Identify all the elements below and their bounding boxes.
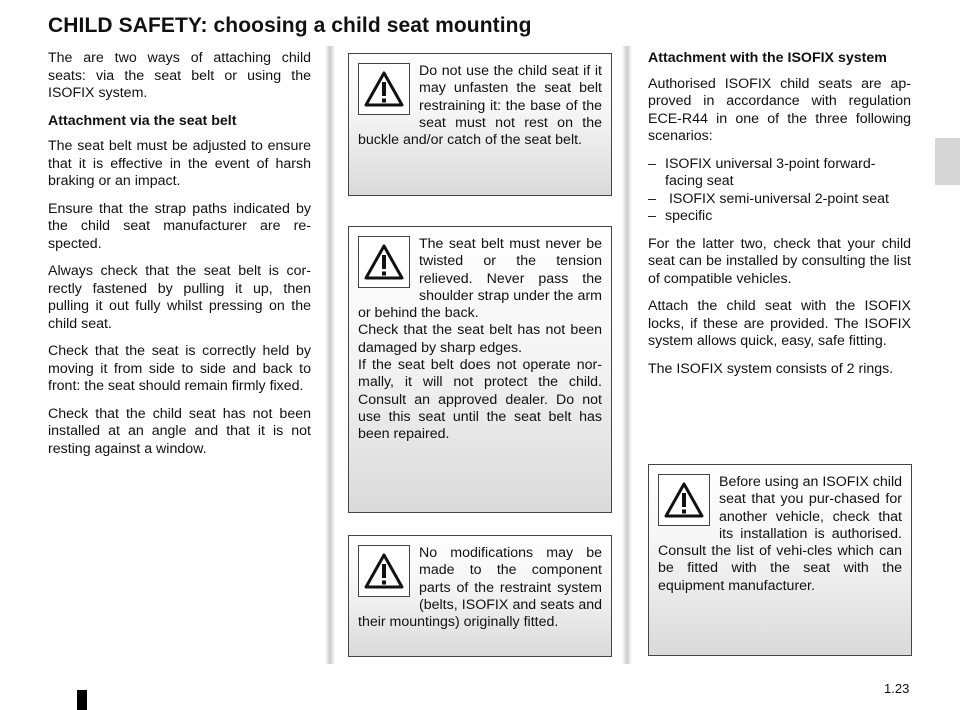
section-heading-isofix: Attachment with the ISOFIX system xyxy=(648,50,887,66)
intro-paragraph: The are two ways of attaching child seats: via the seat belt or using the ISOFIX system. xyxy=(48,50,311,101)
paragraph: Check that the seat is correctly held by moving it from side to side and back to front: the seat should remain firmly fixed. xyxy=(48,343,311,394)
right-column xyxy=(648,50,911,388)
page-number: 1.23 xyxy=(884,681,910,696)
warning-triangle-icon xyxy=(358,545,410,597)
paragraph: The seat belt must be adjusted to ensure that it is effective in the event of harsh braking or an impact. xyxy=(48,138,311,189)
warning-text: Check that the seat belt has not been damaged by sharp edges. xyxy=(358,322,602,356)
warning-box xyxy=(348,226,612,513)
paragraph: Check that the child seat has not been installed at an angle and that it is not resting against a window. xyxy=(48,405,311,457)
warning-text: Before using an ISOFIX child seat that you pur-chased for another vehicle, check that its installation is authorised. Consult the list of vehi-cles which can be fitted with the seat with the equipment manufacturer. xyxy=(658,474,902,594)
list-item: – ISOFIX universal 3-point forward-facing seat xyxy=(648,155,876,189)
list-item: – specific xyxy=(648,208,713,224)
column-divider xyxy=(325,46,335,664)
list-item: – ISOFIX semi-universal 2-point seat xyxy=(648,190,889,207)
column-divider xyxy=(622,46,632,664)
warning-box xyxy=(348,53,612,196)
warning-text: The seat belt must never be twisted or the tension relieved. Never pass the shoulder strap under the arm or behind the back. xyxy=(358,236,602,322)
warning-text: No modifications may be made to the component parts of the restraint system (belts, ISOFIX and seats and their mountings) originally fitted. xyxy=(358,545,602,631)
warning-box xyxy=(348,535,612,657)
paragraph: Authorised ISOFIX child seats are ap-proved in accordance with regulation ECE-R44 in one of the three following scenarios: xyxy=(648,75,911,144)
section-thumb-tab xyxy=(935,138,960,185)
crop-mark xyxy=(77,690,87,710)
section-heading-seat-belt: Attachment via the seat belt xyxy=(48,112,237,129)
paragraph: Ensure that the strap paths indicated by the child seat manufacturer are re-spected. xyxy=(48,200,311,252)
paragraph: For the latter two, check that your child seat can be installed by consulting the list of compatible vehicles. xyxy=(648,235,911,287)
paragraph: Attach the child seat with the ISOFIX locks, if these are provided. The ISOFIX system allows quick, easy, safe fitting. xyxy=(648,298,911,349)
page-title: CHILD SAFETY: choosing a child seat mounting xyxy=(48,14,532,37)
warning-text: If the seat belt does not operate nor-mally, it will not protect the child. Consult an approved dealer. Do not use this seat until the seat belt has been repaired. xyxy=(358,357,602,443)
left-column xyxy=(48,50,311,468)
paragraph: The ISOFIX system consists of 2 rings. xyxy=(648,360,894,377)
warning-triangle-icon xyxy=(658,474,710,526)
warning-text: Do not use the child seat if it may unfasten the seat belt restraining it: the base of the seat must not rest on the buckle and/or catch of the seat belt. xyxy=(358,63,602,149)
scenario-list xyxy=(648,156,911,226)
warning-box xyxy=(648,464,912,656)
warning-triangle-icon xyxy=(358,236,410,288)
paragraph: Always check that the seat belt is cor-rectly fastened by pulling it up, then pulling it out fully whilst pressing on the child seat. xyxy=(48,263,311,332)
warning-triangle-icon xyxy=(358,63,410,115)
